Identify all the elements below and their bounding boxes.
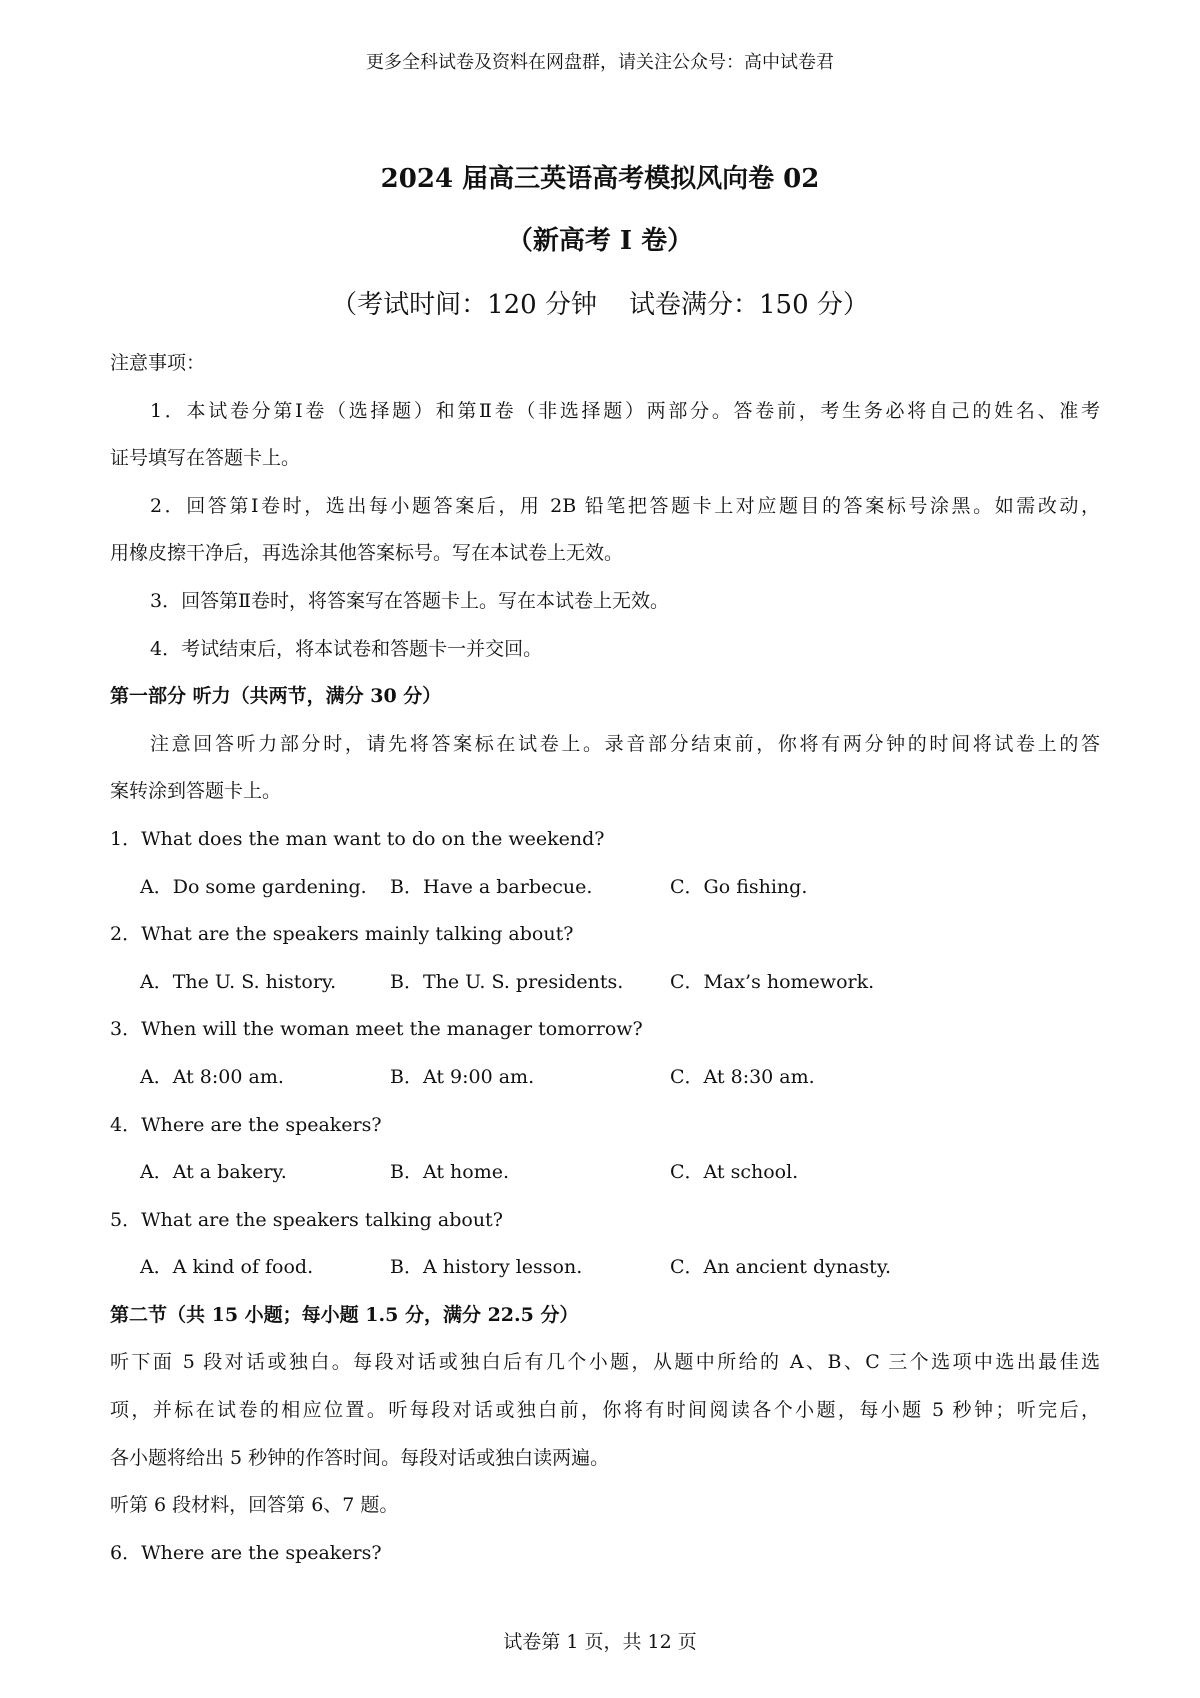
question-1: 1．What does the man want to do on the weekend? bbox=[110, 827, 605, 850]
question-3-options bbox=[110, 1054, 1100, 1102]
part1-heading: 第一部分 听力（共两节，满分 30 分） bbox=[110, 685, 442, 708]
question-1-options bbox=[110, 864, 1100, 912]
option-c: C．Max’s homework. bbox=[670, 970, 875, 993]
question-5-options bbox=[110, 1244, 1100, 1292]
exam-time: （考试时间：120 分钟 bbox=[331, 290, 597, 320]
option-c: C．At school. bbox=[670, 1161, 799, 1184]
option-a: A．The U. S. history. bbox=[140, 970, 337, 993]
option-a: A．At a bakery. bbox=[140, 1161, 287, 1184]
notice-item: 证号填写在答题卡上。 bbox=[110, 447, 301, 470]
page-footer: 试卷第 1 页，共 12 页 bbox=[503, 1631, 697, 1653]
exam-content bbox=[110, 340, 1100, 1577]
page-subtitle: （新高考 I 卷） bbox=[506, 226, 694, 256]
option-a: A．A kind of food. bbox=[140, 1256, 314, 1279]
question-4: 4．Where are the speakers? bbox=[110, 1113, 382, 1136]
question-2: 2．What are the speakers mainly talking about? bbox=[110, 923, 574, 946]
option-b: B．A history lesson. bbox=[390, 1256, 583, 1279]
question-3: 3．When will the woman meet the manager tomorrow? bbox=[110, 1018, 643, 1041]
exam-score: 试卷满分：150 分） bbox=[629, 290, 869, 320]
option-a: A．At 8:00 am. bbox=[140, 1065, 284, 1088]
section2-instruction: 项，并标在试卷的相应位置。听每段对话或独白前，你将有时间阅读各个小题，每小题 5 秒钟；听完后， bbox=[110, 1399, 1100, 1422]
part1-instruction: 注意回答听力部分时，请先将答案标在试卷上。录音部分结束前，你将有两分钟的时间将试卷上的答 bbox=[150, 732, 1100, 755]
option-b: B．At 9:00 am. bbox=[390, 1065, 535, 1088]
option-c: C．An ancient dynasty. bbox=[670, 1256, 892, 1279]
option-b: B．The U. S. presidents. bbox=[390, 970, 624, 993]
section2-heading: 第二节（共 15 小题；每小题 1.5 分，满分 22.5 分） bbox=[110, 1303, 579, 1326]
option-c: C．Go fishing. bbox=[670, 875, 808, 898]
question-5: 5．What are the speakers talking about? bbox=[110, 1208, 503, 1231]
question-6: 6．Where are the speakers? bbox=[110, 1541, 382, 1564]
section2-instruction: 各小题将给出 5 秒钟的作答时间。每段对话或独白读两遍。 bbox=[110, 1446, 610, 1469]
page-title: 2024 届高三英语高考模拟风向卷 02 bbox=[380, 164, 820, 194]
option-b: B．Have a barbecue. bbox=[390, 875, 593, 898]
option-c: C．At 8:30 am. bbox=[670, 1065, 815, 1088]
notice-item: 1．本试卷分第Ⅰ卷（选择题）和第Ⅱ卷（非选择题）两部分。答卷前，考生务必将自己的姓名、准考 bbox=[150, 399, 1100, 422]
notice-heading: 注意事项： bbox=[110, 352, 206, 374]
notice-item: 用橡皮擦干净后，再选涂其他答案标号。写在本试卷上无效。 bbox=[110, 542, 624, 565]
exam-info bbox=[0, 284, 1200, 321]
part1-instruction: 案转涂到答题卡上。 bbox=[110, 780, 282, 803]
notice-item: 2．回答第Ⅰ卷时，选出每小题答案后，用 2B 铅笔把答题卡上对应题目的答案标号涂黑。如需改动， bbox=[150, 494, 1100, 517]
option-b: B．At home. bbox=[390, 1161, 510, 1184]
question-2-options bbox=[110, 959, 1100, 1007]
option-a: A．Do some gardening. bbox=[140, 875, 367, 898]
question-4-options bbox=[110, 1149, 1100, 1197]
notice-item: 3．回答第Ⅱ卷时，将答案写在答题卡上。写在本试卷上无效。 bbox=[150, 589, 670, 612]
header-note: 更多全科试卷及资料在网盘群，请关注公众号：高中试卷君 bbox=[366, 52, 834, 73]
notice-item: 4．考试结束后，将本试卷和答题卡一并交回。 bbox=[150, 637, 543, 660]
section2-instruction: 听下面 5 段对话或独白。每段对话或独白后有几个小题，从题中所给的 A、B、C 三个选项中选出最佳选 bbox=[110, 1351, 1100, 1374]
material-6-label: 听第 6 段材料，回答第 6、7 题。 bbox=[110, 1494, 399, 1517]
